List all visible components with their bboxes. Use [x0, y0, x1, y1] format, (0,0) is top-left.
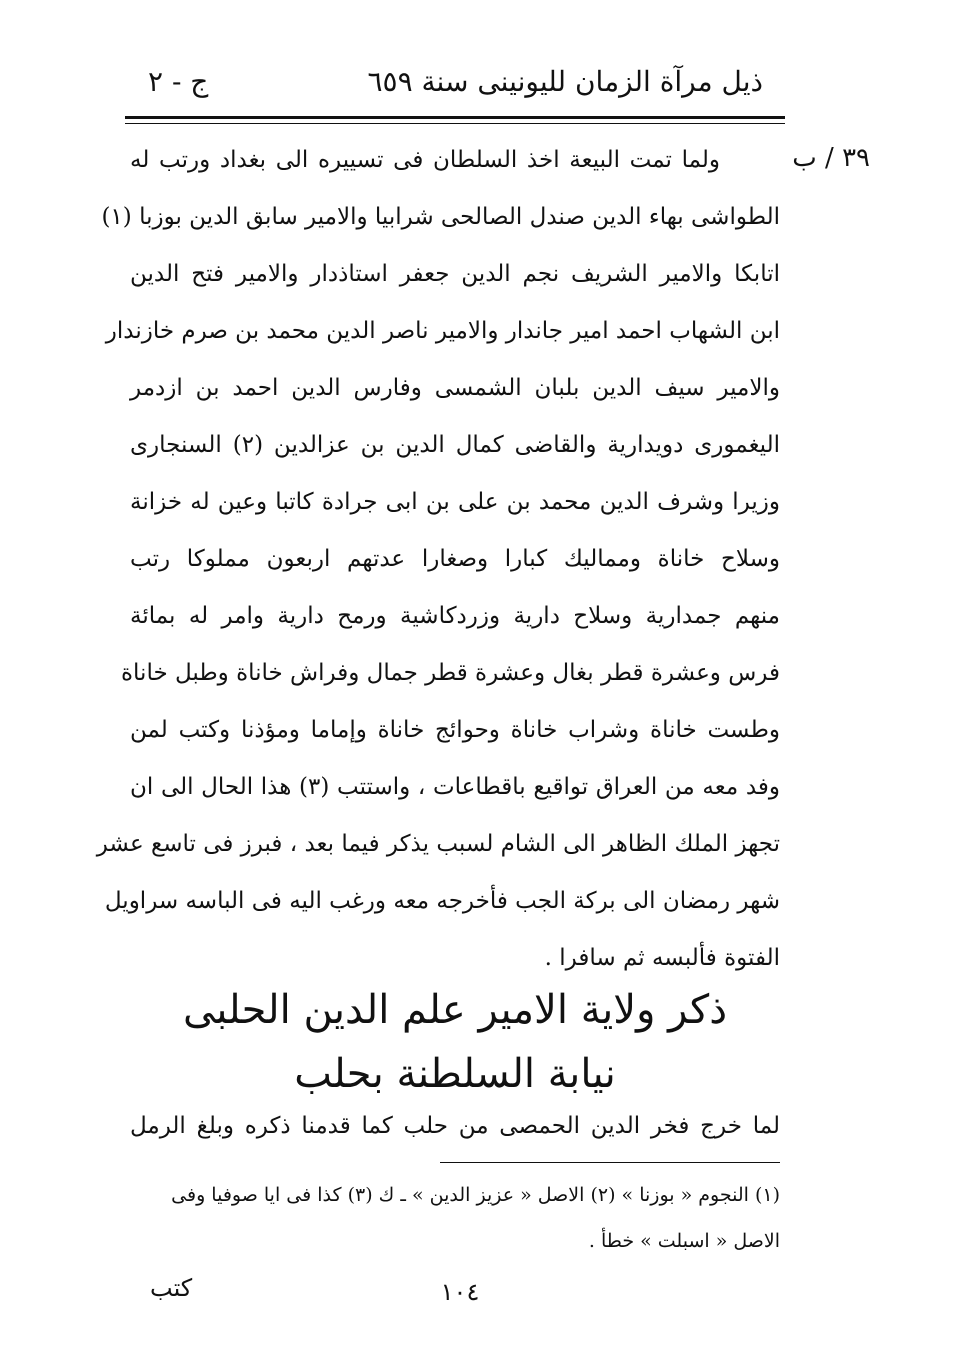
footnote-line: (١) النجوم « بوزنا » (٢) الاصل « عزيز الدين » ـ ك (٣) كذا فى ايا صوفيا وفى — [171, 1184, 780, 1206]
running-header-title: ذيل مرآة الزمان لليونينى سنة ٦٥٩ — [367, 65, 763, 98]
main-text-block — [96, 132, 781, 987]
header-rule-thick — [125, 116, 785, 119]
text-line: اتابكا والامير الشريف نجم الدين جعفر استاذدار والامير فتح الدين — [130, 261, 780, 287]
text-line: وسلاح خاناة ومماليك كبارا وصغارا عدتهم اربعون مملوكا رتب — [130, 546, 780, 572]
text-line: وفد معه من العراق تواقيع باقطاعات ، واستتب (٣) هذا الحال الى ان — [130, 774, 780, 800]
text-line: منهم جمدارية وسلاح دارية وزردكاشية ورمح دارية وامر له بمائة — [130, 603, 780, 629]
section-first-line: لما خرج فخر الدين الحمصى من حلب كما قدمنا ذكره وبلغ الرمل — [130, 1113, 780, 1139]
text-line: تجهز الملك الظاهر الى الشام لسبب يذكر فيما بعد ، فبرز فى تاسع عشر — [96, 831, 780, 857]
text-line: فرس وعشرة قطر بغال وعشرة قطر جمال وفراش خاناة وطبل خاناة — [120, 660, 780, 686]
text-line: والامير سيف الدين بلبان الشمسى وفارس الدين احمد بن ازدمر — [130, 375, 780, 401]
text-line: ابن الشهاب احمد امير جاندار والامير ناصر الدين محمد بن صرم خازندار — [105, 318, 780, 344]
footnotes — [130, 1172, 780, 1264]
text-line: الفتوة فألبسه ثم سافرا . — [544, 945, 780, 971]
text-line: الطواشى بهاء الدين صندل الصالحى شرابيا والامير سابق الدين بوزبا (١) — [101, 204, 780, 230]
header-rule-thin — [125, 123, 785, 124]
text-line: ولما تمت البيعة اخذ السلطان فى تسييره الى بغداد ورتب له — [130, 147, 720, 173]
section-heading — [130, 978, 780, 1106]
text-line: اليغمورى دويدارية والقاضى كمال الدين بن عزالدين (٢) السنجارى — [130, 432, 781, 458]
text-line: وطست خاناة وشراب خاناة وحوائج خاناة وإماما ومؤذنا وكتب لمن — [130, 717, 780, 743]
page-number: ١٠٤ — [440, 1278, 480, 1306]
footnote-rule — [440, 1162, 780, 1163]
footnote-line: الاصل « اسبلت » خطأ . — [588, 1230, 780, 1252]
margin-folio-note: ٣٩ / ب — [792, 143, 870, 173]
catchword: كتب — [150, 1274, 193, 1302]
text-line: وزيرا وشرف الدين محمد بن على بن ابى جرادة كاتبا وعين له خزانة — [130, 489, 780, 515]
running-header-volume: ج - ٢ — [148, 65, 209, 98]
section-heading-line-1: ذكر ولاية الامير علم الدين الحلبى — [182, 987, 728, 1033]
section-heading-line-2: نيابة السلطنة بحلب — [294, 1051, 616, 1097]
text-line: شهر رمضان الى بركة الجب فأخرجه معه ورغب اليه فى الباسه سراويل — [104, 888, 780, 914]
